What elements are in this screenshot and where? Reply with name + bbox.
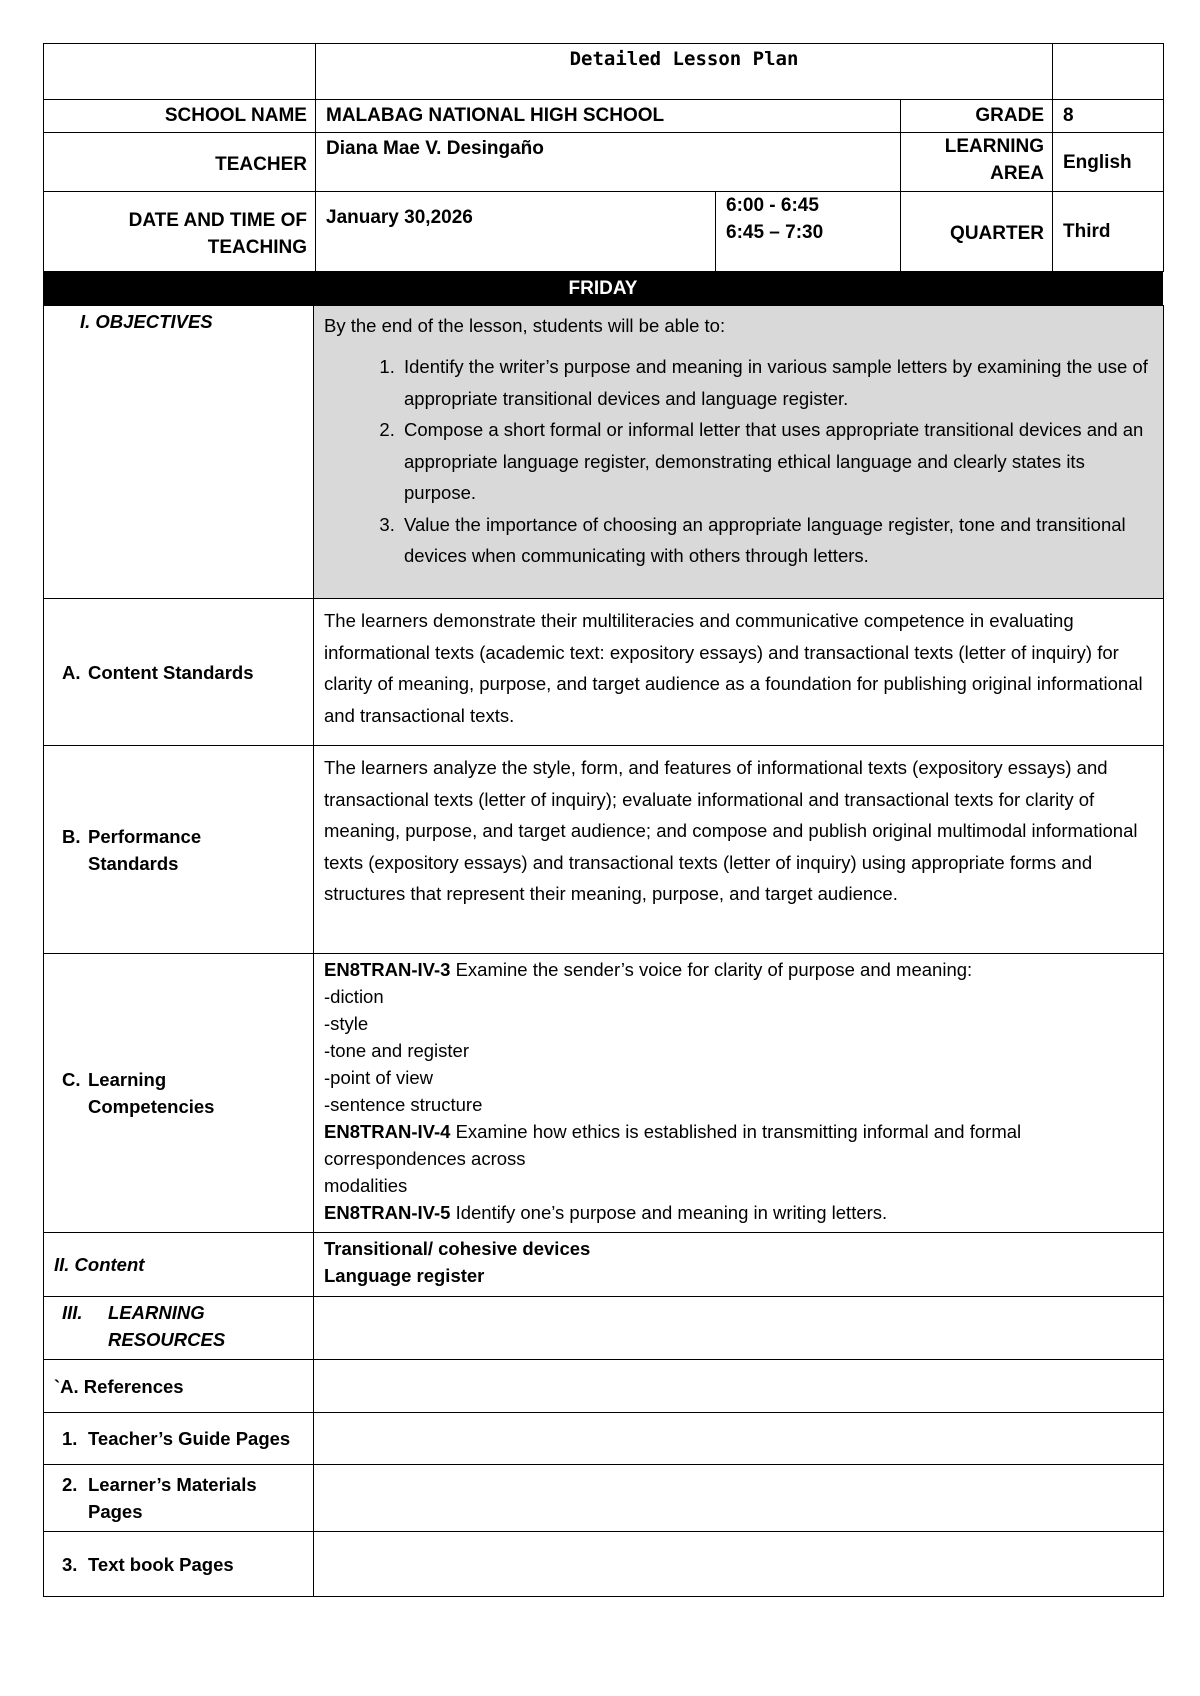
learning-area-label-line1: LEARNING bbox=[944, 136, 1044, 157]
references-label: `A. References bbox=[44, 1360, 314, 1413]
body-table bbox=[43, 305, 1164, 1597]
learners-materials-value bbox=[314, 1465, 1164, 1532]
competency-2-continued: modalities bbox=[324, 1175, 408, 1196]
objectives-list bbox=[324, 351, 1153, 572]
performance-standards-title bbox=[88, 823, 201, 877]
header-table bbox=[43, 43, 1164, 272]
objectives-label: I. OBJECTIVES bbox=[44, 306, 314, 599]
learning-resources-title-line1: LEARNING bbox=[108, 1302, 205, 1323]
competency-sub-item: -sentence structure bbox=[324, 1094, 483, 1115]
learners-materials-title bbox=[88, 1471, 257, 1525]
performance-standards-label bbox=[44, 746, 314, 954]
learners-materials-number: 2. bbox=[62, 1474, 78, 1495]
objectives-intro: By the end of the lesson, students will be able to: bbox=[324, 315, 726, 336]
competency-2 bbox=[324, 1118, 1153, 1172]
quarter-label: QUARTER bbox=[901, 192, 1053, 272]
learning-competencies-title bbox=[88, 1066, 214, 1120]
teachers-guide-number: 1. bbox=[62, 1428, 78, 1449]
time-value bbox=[716, 192, 901, 272]
school-name-value: MALABAG NATIONAL HIGH SCHOOL bbox=[316, 100, 901, 133]
learning-competencies-cell bbox=[314, 954, 1164, 1233]
learners-materials-title-line1: Learner’s Materials bbox=[88, 1474, 257, 1495]
teacher-value: Diana Mae V. Desingaño bbox=[316, 133, 901, 192]
date-time-label-line2: TEACHING bbox=[207, 236, 307, 258]
teacher-label: TEACHER bbox=[44, 133, 316, 192]
performance-standards-title-line2: Standards bbox=[88, 852, 179, 874]
objectives-cell bbox=[314, 306, 1164, 599]
learning-resources-number: III. bbox=[62, 1302, 83, 1323]
learners-materials-title-line2: Pages bbox=[88, 1501, 143, 1522]
learning-resources-value bbox=[314, 1297, 1164, 1360]
references-value bbox=[314, 1360, 1164, 1413]
time-slot-2: 6:45 – 7:30 bbox=[726, 222, 824, 243]
learning-competencies-title-line2: Competencies bbox=[88, 1096, 215, 1117]
performance-standards-number: B. bbox=[62, 825, 81, 847]
date-time-label bbox=[44, 192, 316, 272]
learning-area-label bbox=[901, 133, 1053, 192]
textbook-pages-label bbox=[44, 1532, 314, 1597]
content-standards-number: A. bbox=[62, 661, 81, 683]
learning-competencies-label bbox=[44, 954, 314, 1233]
quarter-value: Third bbox=[1053, 192, 1164, 272]
learning-resources-label bbox=[44, 1297, 314, 1360]
content-standards-text: The learners demonstrate their multiliteracies and communicative competence in evaluating informational texts (academic text: expository essays) and transactional texts (letter of inquiry) for clarity of meaning, purpose, and target audience as a foundation for publishing original informational and transactional texts. bbox=[314, 599, 1164, 746]
objective-item: 1. Identify the writer’s purpose and meaning in various sample letters by examining the use of appropriate transitional devices and language register. bbox=[400, 351, 1153, 414]
header-blank-left bbox=[44, 44, 316, 100]
learning-area-value: English bbox=[1053, 133, 1164, 192]
header-blank-right bbox=[1053, 44, 1164, 100]
objective-item: 2. Compose a short formal or informal letter that uses appropriate transitional devices and an appropriate language register, demonstrating ethical language and clearly states its purpose. bbox=[400, 414, 1153, 509]
competency-text: Examine how ethics is established in transmitting informal and formal correspondences across bbox=[324, 1121, 1022, 1169]
objective-item: 3. Value the importance of choosing an appropriate language register, tone and transitional devices when communicating with others through letters. bbox=[400, 509, 1153, 572]
time-slot-1: 6:00 - 6:45 bbox=[726, 195, 819, 216]
date-time-label-line1: DATE AND TIME OF bbox=[128, 209, 307, 231]
grade-value: 8 bbox=[1053, 100, 1164, 133]
competency-1 bbox=[324, 956, 1153, 983]
teachers-guide-label bbox=[44, 1413, 314, 1465]
learning-competencies-title-line1: Learning bbox=[88, 1069, 167, 1090]
learning-area-label-line2: AREA bbox=[990, 163, 1044, 184]
competency-text: Examine the sender’s voice for clarity of purpose and meaning: bbox=[450, 959, 973, 980]
performance-standards-text: The learners analyze the style, form, and features of informational texts (expository essays) and transactional texts (letter of inquiry); evaluate informational and transactional texts for clarity of meaning, purpose, and target audience; and compose and publish original multimodal informational texts (expository essays) and transactional texts (letter of inquiry) using appropriate forms and structures that represent their meaning, purpose, and target audience. bbox=[314, 746, 1164, 954]
competency-sub-item: -point of view bbox=[324, 1067, 433, 1088]
learning-resources-title-line2: RESOURCES bbox=[108, 1329, 226, 1350]
content-standards-label bbox=[44, 599, 314, 746]
day-band: FRIDAY bbox=[44, 273, 1163, 305]
document-title: Detailed Lesson Plan bbox=[316, 44, 1053, 100]
textbook-pages-number: 3. bbox=[62, 1553, 78, 1575]
content-line: Language register bbox=[324, 1265, 485, 1286]
textbook-pages-value bbox=[314, 1532, 1164, 1597]
competency-code: EN8TRAN-IV-5 bbox=[324, 1202, 451, 1223]
date-value: January 30,2026 bbox=[316, 192, 716, 272]
content-label: II. Content bbox=[44, 1233, 314, 1297]
lesson-plan-document bbox=[43, 43, 1163, 1597]
competency-sub-item: -diction bbox=[324, 986, 384, 1007]
competency-sub-item: -style bbox=[324, 1013, 369, 1034]
learning-competencies-number: C. bbox=[62, 1069, 81, 1090]
competency-text: Identify one’s purpose and meaning in writing letters. bbox=[450, 1202, 888, 1223]
content-value bbox=[314, 1233, 1164, 1297]
competency-code: EN8TRAN-IV-4 bbox=[324, 1121, 451, 1142]
content-line: Transitional/ cohesive devices bbox=[324, 1238, 591, 1259]
learners-materials-label bbox=[44, 1465, 314, 1532]
school-name-label: SCHOOL NAME bbox=[44, 100, 316, 133]
performance-standards-title-line1: Performance bbox=[88, 825, 202, 847]
textbook-pages-title: Text book Pages bbox=[88, 1553, 234, 1575]
competency-sub-item: -tone and register bbox=[324, 1040, 470, 1061]
competency-code: EN8TRAN-IV-3 bbox=[324, 959, 451, 980]
teachers-guide-value bbox=[314, 1413, 1164, 1465]
learning-resources-title bbox=[108, 1299, 225, 1353]
competency-3 bbox=[324, 1199, 1153, 1226]
teachers-guide-title: Teacher’s Guide Pages bbox=[88, 1428, 291, 1449]
content-standards-title: Content Standards bbox=[88, 661, 254, 683]
grade-label: GRADE bbox=[901, 100, 1053, 133]
day-band-table bbox=[43, 272, 1163, 305]
